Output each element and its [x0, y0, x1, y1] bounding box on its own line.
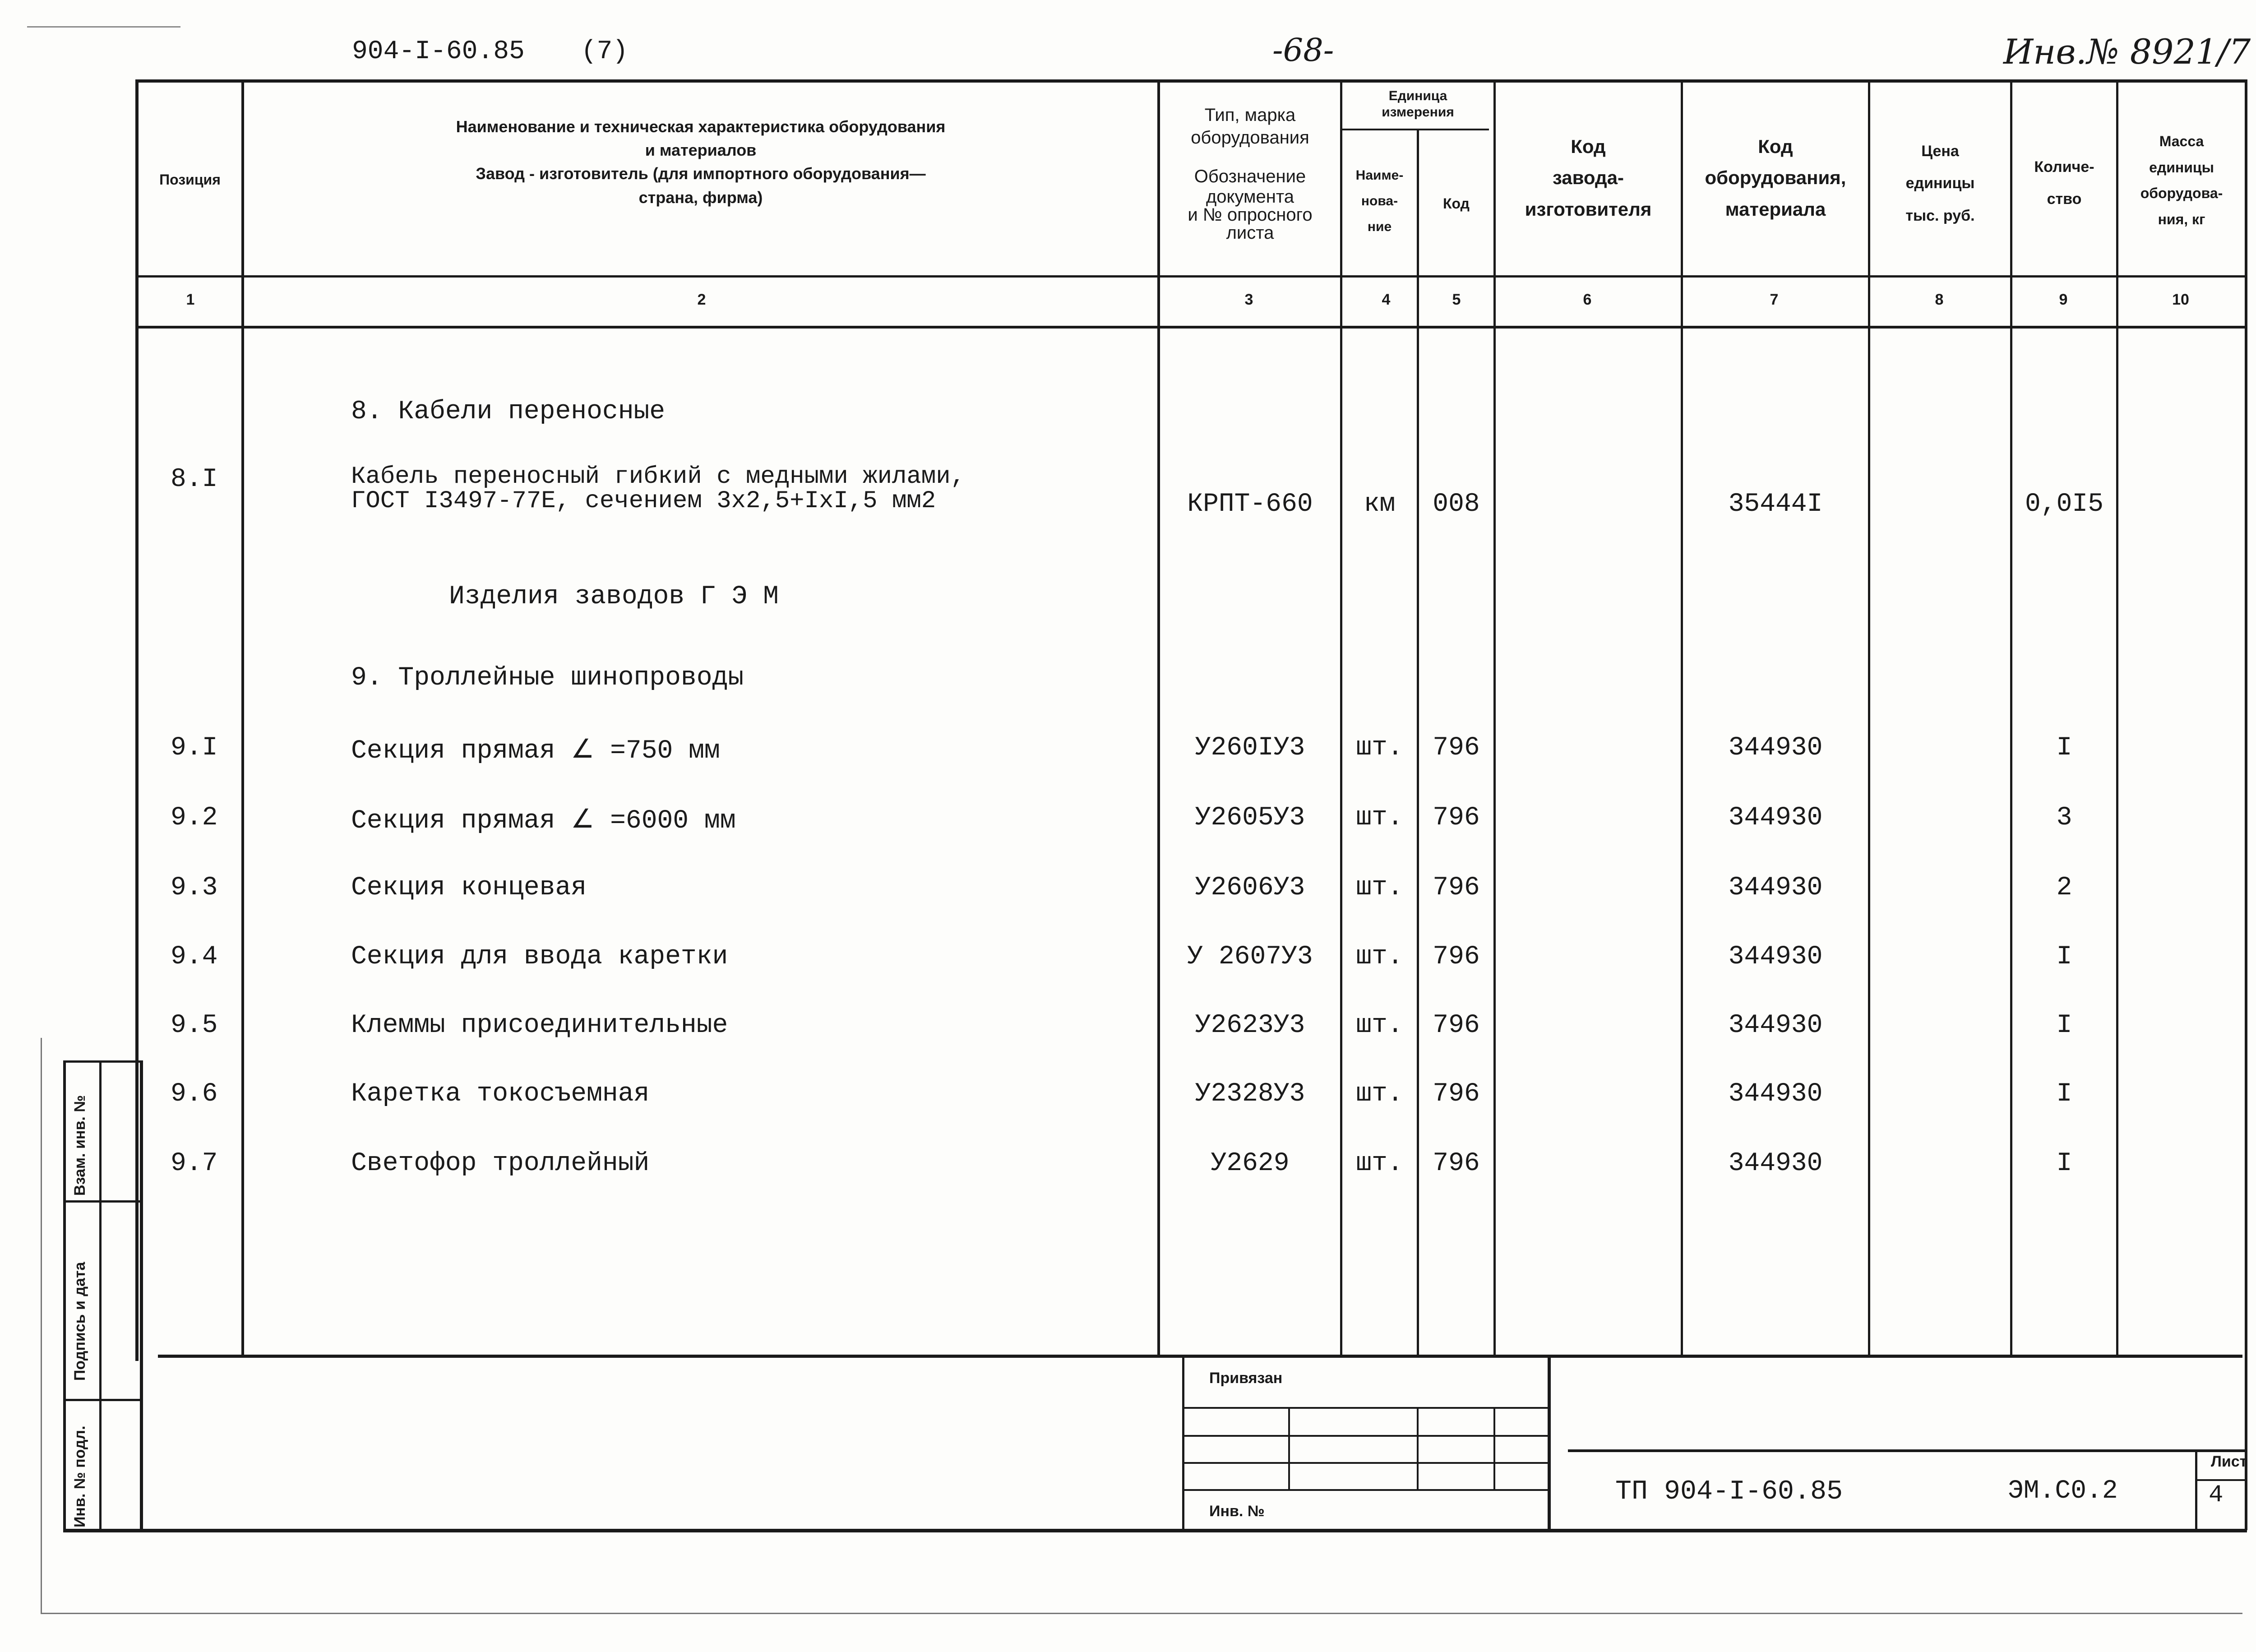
- row-unit: шт.: [1356, 803, 1403, 833]
- row-quantity: 0,0I5: [2025, 490, 2104, 519]
- row-unit-code: 796: [1433, 1011, 1480, 1040]
- row-position: 9.2: [171, 803, 218, 833]
- colnum-9: 9: [2059, 291, 2068, 308]
- row-position: 9.6: [171, 1079, 218, 1109]
- row-type: У 2607У3: [1187, 942, 1313, 972]
- row-unit: шт.: [1356, 733, 1403, 763]
- col-header-type-line5: и № опросного: [1188, 205, 1313, 225]
- row-name: Секция для ввода каретки: [351, 942, 728, 972]
- row-quantity: I: [2056, 1011, 2072, 1040]
- unit-group-line2: измерения: [1382, 105, 1454, 120]
- document-code: ТП 904-I-60.85: [1615, 1476, 1843, 1507]
- sheet-number: 4: [2209, 1481, 2224, 1509]
- row-equipment-code: 344930: [1728, 1011, 1823, 1040]
- row-unit-code: 008: [1433, 490, 1480, 519]
- row-position: 9.5: [171, 1011, 218, 1040]
- colnum-3: 3: [1244, 291, 1253, 308]
- frame-top: [135, 79, 2247, 83]
- col-header-factory-code: [1496, 131, 1681, 225]
- section-heading-8: 8. Кабели переносные: [351, 397, 666, 426]
- row-quantity: 3: [2056, 803, 2072, 833]
- row-unit: км: [1364, 490, 1396, 519]
- row-type: У2606У3: [1195, 873, 1305, 902]
- row-equipment-code: 344930: [1728, 803, 1823, 833]
- side-stamp-div1: [63, 1200, 143, 1203]
- row-name-line2: ГОСТ I3497-77Е, сечением 3х2,5+IхI,5 мм2: [351, 487, 936, 515]
- col-header-type-line6: листа: [1226, 223, 1274, 243]
- row-unit: шт.: [1356, 942, 1403, 972]
- row-equipment-code: 344930: [1728, 942, 1823, 972]
- mass-line3: оборудова-: [2140, 185, 2223, 202]
- col-header-unit-group: [1342, 88, 1493, 120]
- side-label-inv-podl: Инв. № подл.: [71, 1425, 88, 1527]
- tb-col-line-1: [1288, 1407, 1290, 1490]
- row-type: У2328У3: [1195, 1079, 1305, 1109]
- col-header-price: [1870, 135, 2010, 232]
- frame-right: [2245, 79, 2247, 1530]
- col-header-name-line3: Завод - изготовитель (для импортного оборудования—: [476, 164, 926, 183]
- row-name: Секция прямая ∠ =6000 мм: [351, 806, 736, 836]
- row-name: Клеммы присоединительные: [351, 1011, 728, 1040]
- document-mark: ЭМ.С0.2: [2008, 1476, 2118, 1506]
- mass-line4: ния, кг: [2158, 211, 2205, 227]
- tb-col-line-2: [1417, 1407, 1419, 1490]
- side-stamp-left: [63, 1060, 66, 1532]
- col-header-name-line2: и материалов: [645, 141, 757, 160]
- col-header-type-line1: Тип, марка: [1204, 105, 1296, 125]
- side-stamp-right: [140, 1060, 143, 1532]
- row-position: 9.3: [171, 873, 218, 902]
- page-bottom-line: [41, 1613, 2242, 1614]
- top-scan-line: [27, 26, 180, 28]
- project-code-number: 904-I-60.85: [352, 37, 525, 66]
- row-position: 9.7: [171, 1149, 218, 1178]
- page-number: -68-: [1272, 32, 1334, 69]
- col-header-position: Позиция: [159, 171, 221, 188]
- col-header-type-line4: документа: [1206, 187, 1294, 207]
- section-heading-9: 9. Троллейные шинопроводы: [351, 663, 744, 693]
- row-unit-code: 796: [1433, 1149, 1480, 1178]
- row-quantity: 2: [2056, 873, 2072, 902]
- row-position: 9.4: [171, 942, 218, 972]
- row-equipment-code: 344930: [1728, 1079, 1823, 1109]
- project-code: [352, 37, 628, 66]
- title-block-top: [158, 1355, 2242, 1358]
- frame-left-upper: [135, 79, 139, 1361]
- row-quantity: I: [2056, 1079, 2072, 1109]
- row-type: У2629: [1211, 1149, 1290, 1178]
- col-divider-5: [1493, 79, 1496, 1356]
- subheading-gem: Изделия заводов Г Э М: [449, 582, 779, 611]
- col-header-unit-name: [1342, 162, 1417, 240]
- equipment-code-line3: материала: [1725, 198, 1826, 220]
- tb-privyazan-left: [1182, 1355, 1184, 1531]
- side-label-vzam: Взам. инв. №: [71, 1095, 88, 1196]
- privyazan-label: Привязан: [1209, 1370, 1283, 1387]
- project-code-suffix: (7): [581, 37, 629, 66]
- row-type: КРПТ-660: [1187, 490, 1313, 519]
- row-type: У2605У3: [1195, 803, 1305, 833]
- quantity-line2: ство: [2047, 190, 2082, 208]
- col-header-type-line3: Обозначение: [1194, 167, 1306, 186]
- colnum-7: 7: [1770, 291, 1779, 308]
- side-stamp-top: [63, 1060, 143, 1063]
- col-header-unit-code: Код: [1443, 195, 1470, 212]
- row-equipment-code: 35444I: [1728, 490, 1823, 519]
- price-line1: Цена: [1921, 143, 1959, 160]
- row-unit-code: 796: [1433, 1079, 1480, 1109]
- header-bottom-line: [135, 275, 2247, 278]
- colnum-10: 10: [2172, 291, 2189, 308]
- unit-name-line1: Наиме-: [1355, 168, 1404, 183]
- unit-group-line1: Единица: [1388, 88, 1447, 103]
- equipment-code-line2: оборудования,: [1705, 167, 1846, 189]
- col-header-name-line1: Наименование и техническая характеристика оборудования: [456, 117, 946, 136]
- col-header-type: [1160, 104, 1340, 242]
- col-header-quantity: [2012, 151, 2116, 216]
- price-line2: единицы: [1905, 175, 1975, 192]
- row-name: [351, 465, 965, 514]
- colnum-6: 6: [1583, 291, 1592, 308]
- colnum-2: 2: [697, 291, 706, 308]
- tb-col-line-3: [1493, 1407, 1495, 1490]
- row-equipment-code: 344930: [1728, 733, 1823, 763]
- row-unit-code: 796: [1433, 803, 1480, 833]
- row-unit-code: 796: [1433, 733, 1480, 763]
- equipment-code-line1: Код: [1758, 136, 1793, 157]
- factory-code-line3: изготовителя: [1525, 198, 1652, 220]
- row-name: Секция концевая: [351, 873, 587, 902]
- row-quantity: I: [2056, 942, 2072, 972]
- colnum-4: 4: [1382, 291, 1391, 308]
- price-line3: тыс. руб.: [1905, 207, 1975, 224]
- frame-bottom: [63, 1529, 2247, 1532]
- quantity-line1: Количе-: [2034, 158, 2094, 176]
- col-header-type-line2: оборудования: [1191, 128, 1309, 148]
- col-header-name: [244, 115, 1157, 209]
- page-left-line: [41, 1038, 42, 1613]
- factory-code-line1: Код: [1571, 136, 1606, 157]
- row-unit: шт.: [1356, 1079, 1403, 1109]
- tb-sheet-left: [2195, 1451, 2197, 1530]
- side-stamp-div2: [63, 1399, 143, 1401]
- row-quantity: I: [2056, 733, 2072, 763]
- colnum-8: 8: [1935, 291, 1944, 308]
- sheet-label: Лист: [2211, 1453, 2247, 1470]
- row-unit-code: 796: [1433, 942, 1480, 972]
- row-quantity: I: [2056, 1149, 2072, 1178]
- mass-line1: Масса: [2159, 133, 2204, 149]
- row-name: Светофор троллейный: [351, 1149, 650, 1178]
- colnum-5: 5: [1452, 291, 1461, 308]
- row-equipment-code: 344930: [1728, 873, 1823, 902]
- row-name-line1: Кабель переносный гибкий с медными жилами,: [351, 463, 966, 491]
- col-divider-7: [1868, 79, 1870, 1356]
- col-header-mass: [2118, 129, 2245, 232]
- side-stamp-mid: [99, 1060, 102, 1532]
- row-name: Секция прямая ∠ =750 мм: [351, 736, 720, 766]
- unit-group-line: [1340, 129, 1489, 130]
- row-unit: шт.: [1356, 1149, 1403, 1178]
- mass-line2: единицы: [2149, 159, 2214, 176]
- inventory-number: Инв.№ 8921/7: [2003, 32, 2251, 72]
- col-header-equipment-code: [1683, 131, 1868, 225]
- row-unit: шт.: [1356, 1011, 1403, 1040]
- colnum-bottom-line: [135, 326, 2247, 329]
- inv-no-label: Инв. №: [1209, 1503, 1265, 1520]
- unit-name-line2: нова-: [1361, 194, 1398, 208]
- row-unit: шт.: [1356, 873, 1403, 902]
- row-name: Каретка токосъемная: [351, 1079, 650, 1109]
- row-type: У2623У3: [1195, 1011, 1305, 1040]
- row-position: 9.I: [171, 733, 218, 763]
- row-unit-code: 796: [1433, 873, 1480, 902]
- side-label-podpis: Подпись и дата: [71, 1262, 88, 1381]
- tb-sheet-line: [2195, 1479, 2246, 1481]
- tb-privyazan-right: [1548, 1355, 1551, 1531]
- factory-code-line2: завода-: [1552, 167, 1624, 189]
- colnum-1: 1: [186, 291, 195, 308]
- row-type: У260IУ3: [1195, 733, 1305, 763]
- unit-name-line3: ние: [1367, 219, 1392, 234]
- row-position: 8.I: [171, 465, 218, 494]
- tb-doc-line: [1568, 1449, 2245, 1452]
- row-equipment-code: 344930: [1728, 1149, 1823, 1178]
- col-divider-9: [2116, 79, 2118, 1356]
- col-divider-1: [241, 79, 244, 1356]
- col-header-name-line4: страна, фирма): [638, 188, 763, 207]
